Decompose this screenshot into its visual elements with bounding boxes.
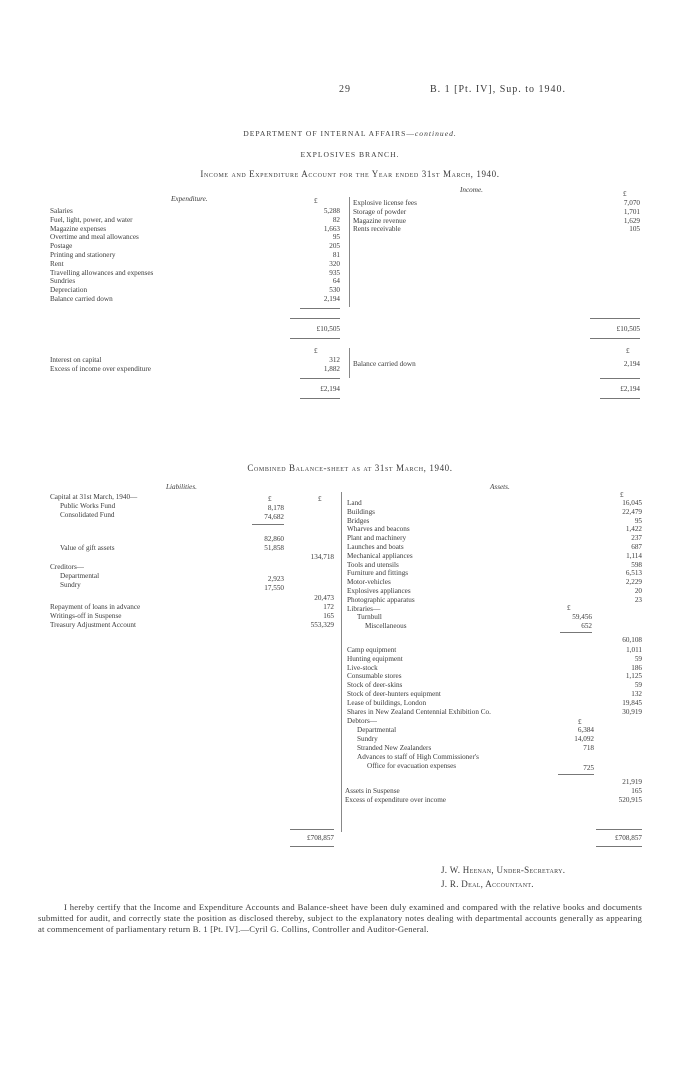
expenditure-label: Printing and stationery [50,251,116,259]
treasury-amount: 553,329 [310,621,334,629]
expenditure-label: Magazine expenses [50,224,107,233]
second-expenditure-total: £2,194 [320,385,340,393]
asset-label: Buildings [347,507,375,516]
debtors-label: Debtors— [347,717,377,725]
creditors-sundry-amount: 17,550 [264,584,284,592]
asset-label: Explosives appliances [347,587,411,595]
income-label: Rents receivable [353,225,401,234]
account-divider [349,197,350,307]
expenditure-label: Travelling allowances and expenses [50,268,154,277]
asset-label: Launches and boats [347,543,404,551]
debtors-rule [558,774,594,775]
expenditure-amount: 320 [329,259,340,268]
document-reference: B. 1 [Pt. IV], Sup. to 1940. [430,84,567,95]
writeoff-label: Writings-off in Suspense [50,612,122,620]
liab-currency-1: £ [268,495,272,503]
asset-amount: 20 [634,587,642,595]
exp-total-rule [290,318,340,319]
expenditure-amount: 64 [332,277,340,286]
gift-assets-amount: 51,858 [264,544,284,552]
second-expenditure-amount: 1,882 [323,364,340,373]
asset-amount: 237 [631,534,642,543]
income-label: Magazine revenue [353,216,406,225]
expenditure-heading: Expenditure. [171,195,208,203]
department-title-continued: continued. [414,129,457,138]
asset-amount: 6,513 [625,569,642,578]
liabilities-heading: Liabilities. [166,483,197,491]
asset-label: Stock of deer-skins [347,681,403,690]
expenditure-label: Overtime and meal allowances [50,233,139,242]
asset-label: Photographic apparatus [347,595,415,604]
libraries-label: Libraries— [347,605,381,613]
assets-heading: Assets. [490,483,510,491]
repayment-amount: 172 [323,603,334,611]
assets-total-rule [596,829,642,830]
balance-divider [341,492,342,832]
page-number: 29 [339,84,351,95]
repayment-label: Repayment of loans in advance [50,603,141,611]
creditors-sundry-label: Sundry [60,581,81,589]
asset-amount: 1,011 [626,646,642,654]
asset-label: Camp equipment [347,646,397,654]
excess-amount: 520,915 [618,796,642,804]
asset-label: Mechanical appliances [347,551,413,560]
liab-total-rule [290,829,334,830]
expenditure-label: Rent [50,259,64,268]
income-label: Explosive license fees [353,199,417,207]
creditors-total: 20,473 [314,594,334,602]
creditors-departmental-label: Departmental [60,572,100,580]
gift-assets-label: Value of gift assets [60,544,115,552]
expenditure-amount: 5,288 [323,207,340,215]
signature-under-secretary: J. W. Heenan, Under-Secretary. [441,865,566,875]
expenditure-amount: 530 [329,286,340,295]
expenditure-amount: 82 [332,215,340,224]
second-exp-currency: £ [314,347,318,355]
liabilities-total: £708,857 [307,834,334,842]
income-currency: £ [623,190,627,198]
assets-suspense-amount: 165 [631,787,642,795]
income-account-title: Income and Expenditure Account for the Year ended 31st March, 1940. [200,169,500,179]
asset-label: Tools and utensils [347,560,399,569]
liab-total-rule-bottom [290,846,334,847]
income-heading: Income. [460,186,483,194]
expenditure-amount: 205 [329,242,340,251]
exp2-total-rule [300,378,340,379]
asset-label: Hunting equipment [347,654,403,663]
expenditure-label: Fuel, light, power, and water [50,215,133,224]
asset-amount: 1,114 [626,551,642,560]
inc2-total-rule-bottom [600,398,640,399]
assets-currency: £ [620,491,624,499]
asset-amount: 30,919 [622,707,642,716]
expenditure-label: Balance carried down [50,295,113,303]
capital-subtotal: 82,860 [264,535,284,543]
excess-label: Excess of expenditure over income [345,796,446,804]
subtotal-rule [252,524,284,525]
libraries-currency: £ [567,604,571,612]
asset-label: Live-stock [347,663,378,672]
asset-label: Consumable stores [347,672,402,681]
inc-total-rule-bottom [590,338,640,339]
public-works-fund-label: Public Works Fund [60,502,116,510]
asset-label: Furniture and fittings [347,569,409,578]
expenditure-amount: 2,194 [323,295,340,303]
asset-amount: 59 [634,654,642,663]
asset-label: Land [347,499,362,507]
inc-total-rule [590,318,640,319]
account-divider-2 [349,348,350,378]
asset-label: Motor-vehicles [347,578,391,587]
asset-amount: 687 [631,543,642,551]
exp-total-rule-bottom [290,338,340,339]
consolidated-fund-amount: 74,682 [264,513,284,521]
asset-amount: 23 [634,595,642,604]
income-amount: 1,629 [623,216,640,225]
turnbull-amount: 59,456 [572,613,592,621]
expenditure-amount: 1,663 [323,224,340,233]
asset-amount: 16,045 [622,499,642,507]
capital-total: 134,718 [310,553,334,561]
treasury-label: Treasury Adjustment Account [50,621,136,629]
asset-label: Shares in New Zealand Centennial Exhibition Co. [347,707,491,716]
miscellaneous-label: Miscellaneous [365,622,407,630]
capital-label: Capital at 31st March, 1940— [50,493,138,501]
expenditure-amount: 95 [332,233,340,242]
asset-label: Lease of buildings, London [347,698,427,707]
second-income-total: £2,194 [620,385,640,393]
consolidated-fund-label: Consolidated Fund [60,511,115,519]
liab-currency-2: £ [318,495,322,503]
branch-title: EXPLOSIVES BRANCH. [300,150,400,159]
creditors-departmental-amount: 2,923 [267,575,284,583]
asset-amount: 19,845 [622,698,642,707]
expenditure-label: Postage [50,242,73,251]
exp2-total-rule-bottom [300,398,340,399]
asset-label: Wharves and beacons [347,525,410,534]
audit-certification: I hereby certify that the Income and Expenditure Accounts and Balance-sheet have been duly examined and compared with the relative books and documents submitted for audit, and correctly state the position as disclosed thereby, subject to the explanatory notes dealing with departmental accounts generally as appearing at commencement of parliamentary return B. 1 [Pt. IV].—Cyril G. Collins, Controller and Auditor-General. [38,902,642,934]
debtors-departmental-amount: 6,384 [577,726,594,734]
expenditure-label: Salaries [50,207,73,215]
asset-label: Plant and machinery [347,534,407,543]
inc2-total-rule [600,378,640,379]
second-expenditure-label: Interest on capital [50,356,102,364]
expenditure-label: Depreciation [50,286,88,295]
expenditure-total: £10,505 [316,325,340,333]
second-inc-currency: £ [626,347,630,355]
writeoff-amount: 165 [323,612,334,620]
expenditure-amount: 935 [329,268,340,277]
balance-sheet-title: Combined Balance-sheet as at 31st March, 1940. [247,463,453,473]
assets-total: £708,857 [615,834,642,842]
asset-amount: 22,479 [622,507,642,516]
asset-label: Bridges [347,516,370,525]
creditors-label: Creditors— [50,563,84,571]
department-title [0,129,700,138]
debtors-departmental-label: Departmental [357,726,397,734]
asset-amount: 1,422 [625,525,642,534]
asset-amount: 95 [634,516,642,525]
advances-label: Advances to staff of High Commissioner's [357,753,479,761]
stranded-amount: 718 [583,744,594,752]
turnbull-label: Turnbull [357,613,382,621]
asset-label: Stock of deer-hunters equipment [347,690,441,698]
asset-amount: 132 [631,690,642,698]
asset-amount: 598 [631,560,642,569]
advances-label-2: Office for evacuation expenses [367,762,457,770]
debtors-currency: £ [578,718,582,726]
public-works-fund-amount: 8,178 [267,504,284,512]
second-expenditure-amount: 312 [329,356,340,364]
expenditure-currency: £ [314,197,318,205]
income-label: Storage of powder [353,207,407,216]
income-amount: 7,070 [623,199,640,207]
asset-amount: 59 [634,681,642,690]
advances-amount: 725 [583,764,594,772]
miscellaneous-amount: 652 [581,622,592,630]
libraries-rule [560,632,592,633]
debtors-sundry-amount: 14,092 [574,735,594,743]
second-income-label: Balance carried down [353,360,416,368]
libraries-subtotal: 60,108 [622,636,642,644]
income-amount: 105 [629,225,640,234]
exp-sum-rule [300,308,340,309]
asset-amount: 1,125 [625,672,642,681]
income-amount: 1,701 [623,207,640,216]
second-expenditure-label: Excess of income over expenditure [50,364,151,373]
expenditure-amount: 81 [332,251,340,259]
income-total: £10,505 [616,325,640,333]
asset-amount: 2,229 [625,578,642,587]
expenditure-label: Sundries [50,277,76,286]
asset-amount: 186 [631,663,642,672]
stranded-label: Stranded New Zealanders [357,744,432,752]
debtors-sundry-label: Sundry [357,735,378,743]
assets-suspense-label: Assets in Suspense [345,787,400,795]
department-title-text: DEPARTMENT OF INTERNAL AFFAIRS— [243,129,415,138]
assets-total-rule-bottom [596,846,642,847]
signature-accountant: J. R. Deal, Accountant. [441,879,534,889]
debtors-subtotal: 21,919 [622,778,642,786]
second-income-amount: 2,194 [623,360,640,368]
